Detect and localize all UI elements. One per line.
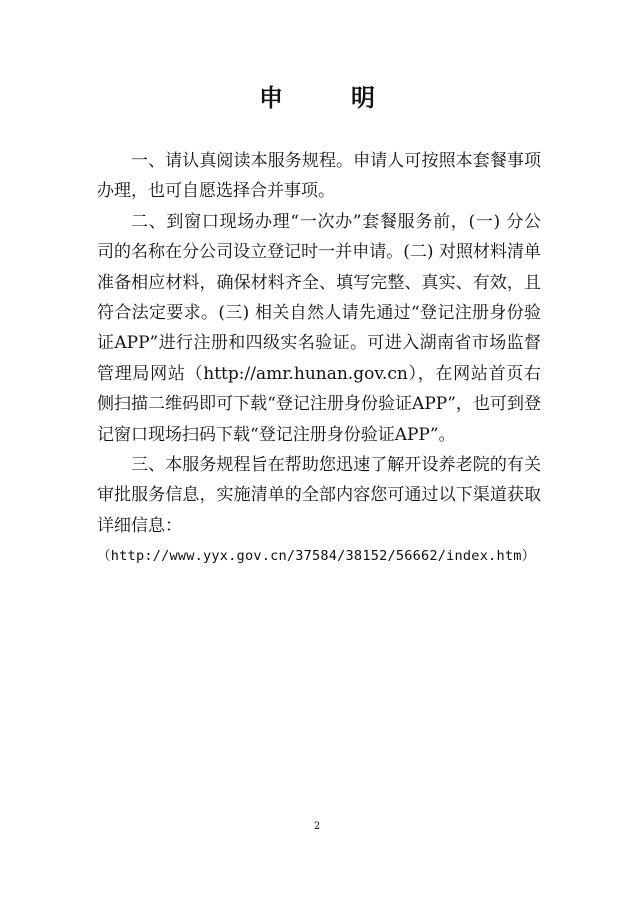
page-title: 申 明 (259, 84, 397, 112)
paragraph-2: 二、到窗口现场办理“一次办”套餐服务前，(一) 分公司的名称在分公司设立登记时一并申请。(二) 对照材料清单准备相应材料，确保材料齐全、填写完整、真实、有效，且符合法定要求。(三) 相关自然人请先通过“登记注册身份验证APP”进行注册和四级实名验证。可进入湖南省市场监督管理局网站（http://amr.hunan.gov.cn），在网站首页右侧扫描二维码即可下载“登记注册身份验证APP”，也可到登记窗口现场扫码下载“登记注册身份验证APP”。 (97, 211, 541, 445)
paragraph-3: 三、本服务规程旨在帮助您迅速了解开设养老院的有关审批服务信息，实施清单的全部内容您可通过以下渠道获取详细信息： (97, 455, 541, 536)
info-url: （http://www.yyx.gov.cn/37584/38152/56662/index.htm） (97, 548, 536, 565)
paragraph-1: 一、请认真阅读本服务规程。申请人可按照本套餐事项办理，也可自愿选择合并事项。 (97, 151, 541, 202)
document-body (97, 146, 541, 572)
page-number: 2 (313, 821, 321, 832)
